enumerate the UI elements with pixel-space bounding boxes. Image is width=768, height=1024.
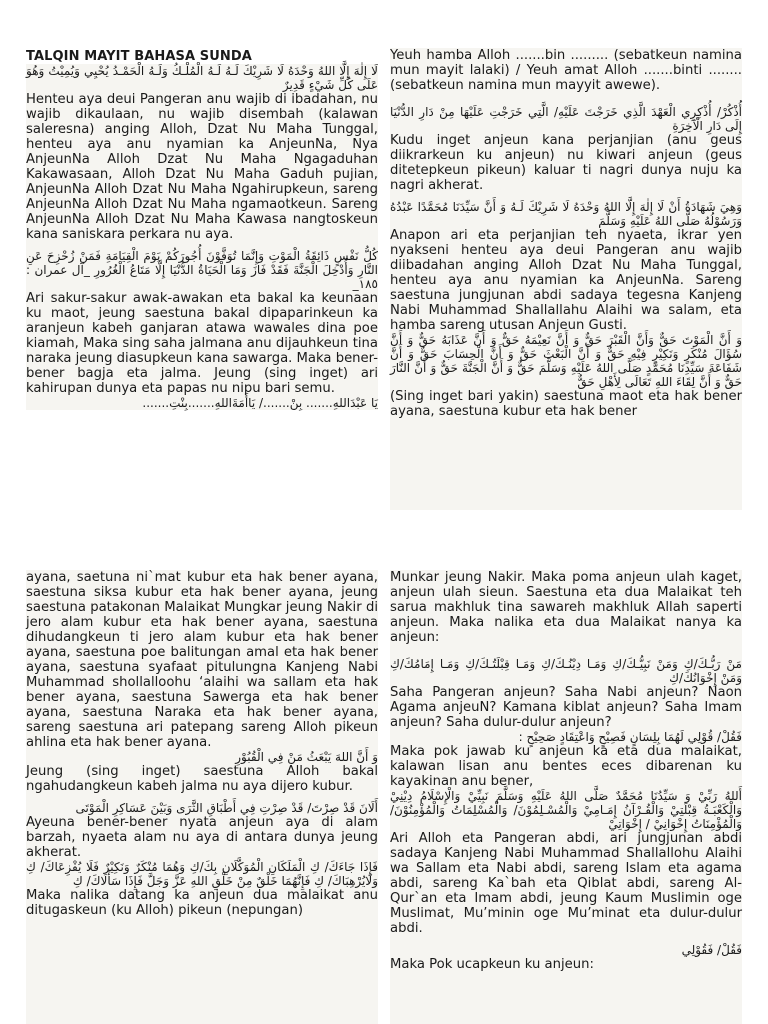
page-1-column-left: [26, 49, 378, 519]
arabic-text: فَقُلْ/ فَقُوْلِي: [681, 943, 742, 957]
paragraph: Maka nalika datang ka anjeun dua malaikat anu ditugaskeun (ku Alloh) pikeun (nepungan): [26, 888, 378, 918]
paragraph: Maka Pok ucapkeun ku anjeun:: [390, 957, 594, 972]
arabic-text: أَللهُ رَبِّيْ وَ سَيِّدُنَا مُحَمَّدٌ صَلَّى اللهُ عَلَيْهِ وَسَلَّمَ نَبِيِّيْ وَالْإِسْلَامُ دِيْنِيْ وَالْكَعْبَـةُ قِبْلَتِيْ وَالْقُـرْآنُ إِمَـامِيْ وَالْمُسْـلِمُوْنَ/ وَالْمُسْلِمَاتُ وَالْمُؤْمِنُوْنَ/ وَالْمُؤْمِنَاتُ إِخْوَانِيْ / إِخْوَاتِيْ: [390, 789, 742, 831]
arabic-text: وَ أَنَّ الْمَوْتَ حَقٌّ وَأَنَّ الْقَبْرَ حَقٌّ وَ أَنَّ نَعِيْمَهُ حَقٌّ وَ أَنَّ عَذَابَهُ حَقٌّ وَ أَنَّ سُؤَالَ مُنْكَرٍ وَنَكِيْرٍ فِيْهِ حَقٌّ وَ أَنَّ الْبَعْثَ حَقٌّ وَ أَنَّ الْحِسَابَ حَقٌّ وَ أَنَّ شَفَاعَةَ سَيِّدِنَا مُحَمَّدٍ صَلَّى اللهُ عَلَيْهِ وَسَلَّمَ حَقٌّ وَ أَنَّ الْجَنَّةَ حَقٌّ وَ أَنَّ النَّارَ حَقٌّ وَ أَنَّ لِقَاءَ اللهِ تَعَالَى لِأَهْلِ حَقٌّ: [390, 333, 742, 389]
paragraph: (Sing inget bari yakin) saestuna maot eta hak bener ayana, saestuna kubur eta hak bener: [390, 389, 742, 419]
page-2-column-right: [390, 570, 742, 1024]
page-2-column-left: [26, 570, 378, 1024]
paragraph: Maka pok jawab ku anjeun ka eta dua malaikat, kalawan lisan anu bentes eces dibarenan ku kayakinan anu bener,: [390, 744, 742, 789]
paragraph: Ari Alloh eta Pangeran abdi, ari jungjunan abdi sadaya Kanjeng Nabi Muhammad Shallallohu Alaihi wa Sallam eta Nabi abdi, sareng Islam eta agama abdi, sareng Ka`bah eta Qiblat abdi, sareng Al-Qur`an eta Imam abdi, jeung Kaum Muslimin oge Muslimat, Mu’minin oge Mu’minat eta dulur-dulur abdi.: [390, 831, 742, 936]
paragraph: Ayeuna bener-bener nyata anjeun aya di alam barzah, nyaeta alam nu aya di antara dunya jeung akherat.: [26, 815, 378, 860]
paragraph: Ari sakur-sakur awak-awakan eta bakal ka keunaan ku maot, jeung saestuna bakal dipaparinkeun ka aranjeun kabeh ganjaran atawa wawales dina poe kiamah, Maka sing saha jalmana anu dijauhkeun tina naraka jeung diasupkeun kana sawarga. Maka bener-bener bagja eta jalma. Jeung (sing inget) ari kahirupan dunya eta papas nu nipu bari semu.: [26, 291, 378, 396]
paragraph: Kudu inget anjeun kana perjanjian (anu geus diikrarkeun ku anjeun) nu kiwari anjeun (geus ditetepkeun pikeun) kaluar ti nagri dunya nuju ka nagri akherat.: [390, 133, 742, 193]
page-1-column-right: [390, 48, 742, 510]
arabic-text: يَا عَبْدَاللهِ....... بِنْ......./ يَاأَمَةَاللهِ.......بِنْتِ.......: [142, 396, 378, 410]
arabic-text: مَنْ رَبُّـكَ/كِ وَمَنْ نَبِيُّـكَ/كِ وَمَـا دِيْنُـكَ/كِ وَمَـا قِبْلَتُـكَ/كِ وَمَـا إِمَامُكَ/كِ وَمَنْ إِخْوَانُكَ/كِ: [390, 657, 742, 685]
column-body: [26, 64, 378, 410]
arabic-text: فَقُلْ/ قُوْلِي لَهُمَا بِلِسَانٍ فَصِيْحٍ وَاعْتِقَادٍ صَحِيْحٍ :: [518, 730, 742, 744]
paragraph: Anapon ari eta perjanjian teh nyaeta, ikrar yen nyakseni henteu aya deui Pangeran anu wajib diibadahan anging Alloh Dzat Nu Maha Tunggal, henteu aya anu nyamian ka AnjeunNa. Sareng saestuna jungjunan abdi sadaya tegesna Kanjeng Nabi Muhammad Shallallahu Alaihi wa salam, eta hamba sareng utusan Anjeun Gusti.: [390, 228, 742, 333]
paragraph: ayana, saetuna ni`mat kubur eta hak bener ayana, saestuna siksa kubur eta hak bener ayana, jeung saestuna patakonan Malaikat Mungkar jeung Nakir di jero alam kubur eta hak bener ayana, saestuna dihudangkeun ti jero alam kubur eta hak bener ayana, saestuna poe balitungan amal eta hak bener ayana, saestuna syafaat pitulungna Kanjeng Nabi Muhammad shollalloohu ‘alaihi wa sallam eta hak bener ayana, saestuna Sawerga eta hak bener ayana, saestuna Naraka eta hak bener ayana, sareng saestuna ari patepang sareng Alloh pikeun ahlina eta hak bener ayana.: [26, 570, 378, 750]
arabic-text: أُذْكُرْ/ أُذْكِرِي الْعَهْدَ الَّذِي خَرَجْتَ عَلَيْهِ/ الَّتِي خَرَجْتِ عَلَيْهَا مِنْ دَارِ الدُّنْيَا إِلَى دَارِ الْآخِرَةِ: [390, 105, 742, 133]
paragraph: Jeung (sing inget) saestuna Alloh bakal ngahudangkeun kabeh jalma nu aya dijero kubur.: [26, 764, 378, 794]
paragraph: Munkar jeung Nakir. Maka poma anjeun ulah kaget, anjeun ulah sieun. Saestuna eta dua Malaikat teh sarua makhluk tina sawareh makhluk Allah saperti anjeun. Maka nalika eta dua Malaikat nanya ka anjeun:: [390, 570, 742, 645]
arabic-text: وَهِيَ شَهَادَةُ أَنْ لَا إِلٰهَ إِلَّا اللهُ وَحْدَهُ لَا شَرِيْكَ لَـهُ وَ أَنَّ سَيِّدَنَا مُحَمَّدًا عَبْدُهُ وَرَسُوْلُهُ صَلَّى اللهُ عَلَيْهِ وَسَلَّمَ: [390, 200, 742, 228]
arabic-text: وَ أَنَّ اللهَ يَبْعَثُ مَنْ فِي الْقُبُوْرِ: [235, 750, 378, 764]
arabic-text: أَلَانَ قَدْ صِرْتَ/ قَدْ صِرْتِ فِي أَطْبَاقِ الثَّرَى وَبَيْنَ عَسَاكِرِ الْمَوْتَى: [75, 801, 378, 815]
arabic-text: لَا إِلٰهَ إِلَّا اللهُ وَحْدَهُ لَا شَرِيْكَ لَـهُ لَـهُ الْمُلْـكُ وَلَـهُ الْحَمْـدُ يُحْيِي وَيُمِيْتُ وَهُوَ عَلَى كُلِّ شَيْءٍ قَدِيرٌ: [26, 64, 378, 92]
paragraph: Saha Pangeran anjeun? Saha Nabi anjeun? Naon Agama anjeuN? Kamana kiblat anjeun? Saha Imam anjeun? Saha dulur-dulur anjeun?: [390, 685, 742, 730]
paragraph: Yeuh hamba Alloh .......bin ......... (sebatkeun namina mun mayit lalaki) / Yeuh amat Alloh .......binti ........ (sebatkeun namina mun mayyit awewe).: [390, 48, 742, 93]
document-title: TALQIN MAYIT BAHASA SUNDA: [26, 49, 378, 64]
arabic-text: فَإِذَا جَاءَكَ/ كِ الْمَلَكَانِ الْمُوَكَّلَانِ بِكَ/كِ وَهُمَا مُنْكَرٌ وَنَكِيْرٌ فَلَا يُفْزِعَاكَ/ كِ وَلَايُرْهِبَاكَ/ كِ فَإِنَّهُمَا خَلْقٌ مِنْ خَلْقِ اللهِ عَزَّ وَجَلَّ فَإِذَا سَأَلَاكَ/ كِ: [26, 860, 378, 888]
arabic-text: كُلُّ نَفْسٍ ذَائِقَةُ الْمَوْتِ وَإِنَّمَا تُوَفَّوْنَ أُجُورَكُمْ يَوْمَ الْقِيَامَةِ فَمَنْ زُحْزِحَ عَنِ النَّارِ وَأُدْخِلَ الْجَنَّةَ فَقَدْ فَازَ وَمَا الْحَيَاةُ الدُّنْيَا إِلَّا مَتَاعُ الْغُرُورِ _آل عمران : ١٨٥_: [26, 249, 378, 291]
paragraph: Henteu aya deui Pangeran anu wajib di ibadahan, nu wajib dikaulaan, nu wajib disembah (kalawan saleresna) anging Alloh, Dzat Nu Maha Tunggal, henteu aya anu nyamian ka AnjeunNa, Nya AnjeunNa Alloh Dzat Nu Maha Ngagaduhan Kakawasaan, Alloh Dzat Nu Maha Gaduh pujian, AnjeunNa Alloh Dzat Nu Maha Ngahirupkeun, sareng AnjeunNa Alloh Dzat Nu Maha ngamaotkeun. Sareng AnjeunNa Alloh Dzat Nu Maha Kawasa nangtoskeun kana saniskara perkara nu aya.: [26, 92, 378, 242]
